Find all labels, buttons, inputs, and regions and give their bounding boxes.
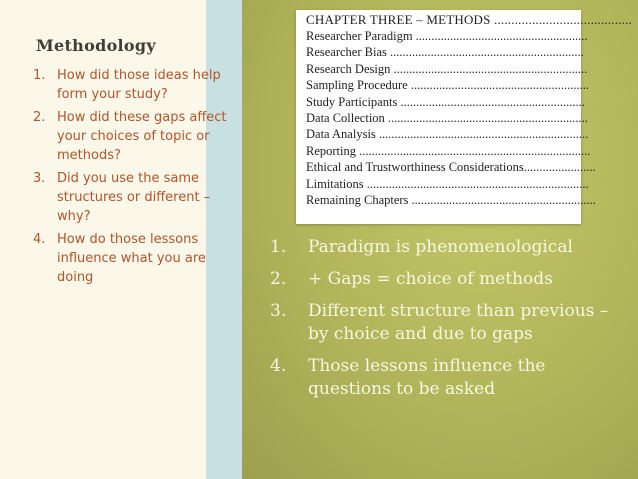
toc-item: Limitations ....................................................................... (306, 176, 589, 191)
answer-text: Paradigm is phenomenological (308, 237, 573, 257)
question-item (33, 66, 238, 104)
question-text: Did you use the same structures or different – why? (57, 171, 211, 224)
answer-list (270, 236, 630, 410)
toc-item: Researcher Bias .............................................................. (306, 45, 584, 60)
question-item (33, 169, 238, 226)
table-of-contents-image (296, 10, 633, 224)
toc-item: Research Design .............................................................. (306, 61, 588, 76)
toc-item: Researcher Paradigm ....................................................... (306, 29, 588, 43)
answer-item (270, 355, 630, 401)
question-text: How did those ideas help form your study? (57, 68, 221, 102)
question-number: 2. (33, 110, 46, 125)
question-number: 3. (33, 171, 46, 186)
toc-item: Remaining Chapters ........................................................... (306, 193, 596, 208)
question-item (33, 230, 238, 287)
toc-item: Ethical and Trustworthiness Considerations....................... (306, 160, 596, 175)
slide-title: Methodology (36, 36, 156, 55)
question-number: 4. (33, 232, 46, 247)
toc-item: Data Analysis ................................................................... (306, 127, 589, 142)
question-item (33, 108, 238, 165)
toc-item: Reporting .......................................................................... (306, 143, 591, 158)
answer-number: 3. (270, 301, 287, 321)
toc-item: Data Collection ................................................................ (306, 111, 588, 126)
question-text: How do those lessons influence what you are doing (57, 232, 206, 285)
answer-text: Different structure than previous – by choice and due to gaps (308, 301, 609, 344)
question-list (33, 66, 238, 291)
toc-heading: CHAPTER THREE – METHODS ........................................ (306, 12, 633, 27)
question-number: 1. (33, 68, 46, 83)
answer-text: Those lessons influence the questions to be asked (308, 356, 546, 399)
toc-item: Study Participants ........................................................... (306, 94, 585, 109)
answer-item (270, 268, 630, 291)
answer-item (270, 300, 630, 346)
answer-text: + Gaps = choice of methods (308, 269, 553, 289)
answer-number: 4. (270, 356, 287, 376)
answer-item (270, 236, 630, 259)
toc-item: Sampling Procedure ......................................................... (306, 78, 589, 93)
question-text: How did these gaps affect your choices of topic or methods? (57, 110, 227, 163)
answer-number: 2. (270, 269, 287, 289)
answer-number: 1. (270, 237, 287, 257)
